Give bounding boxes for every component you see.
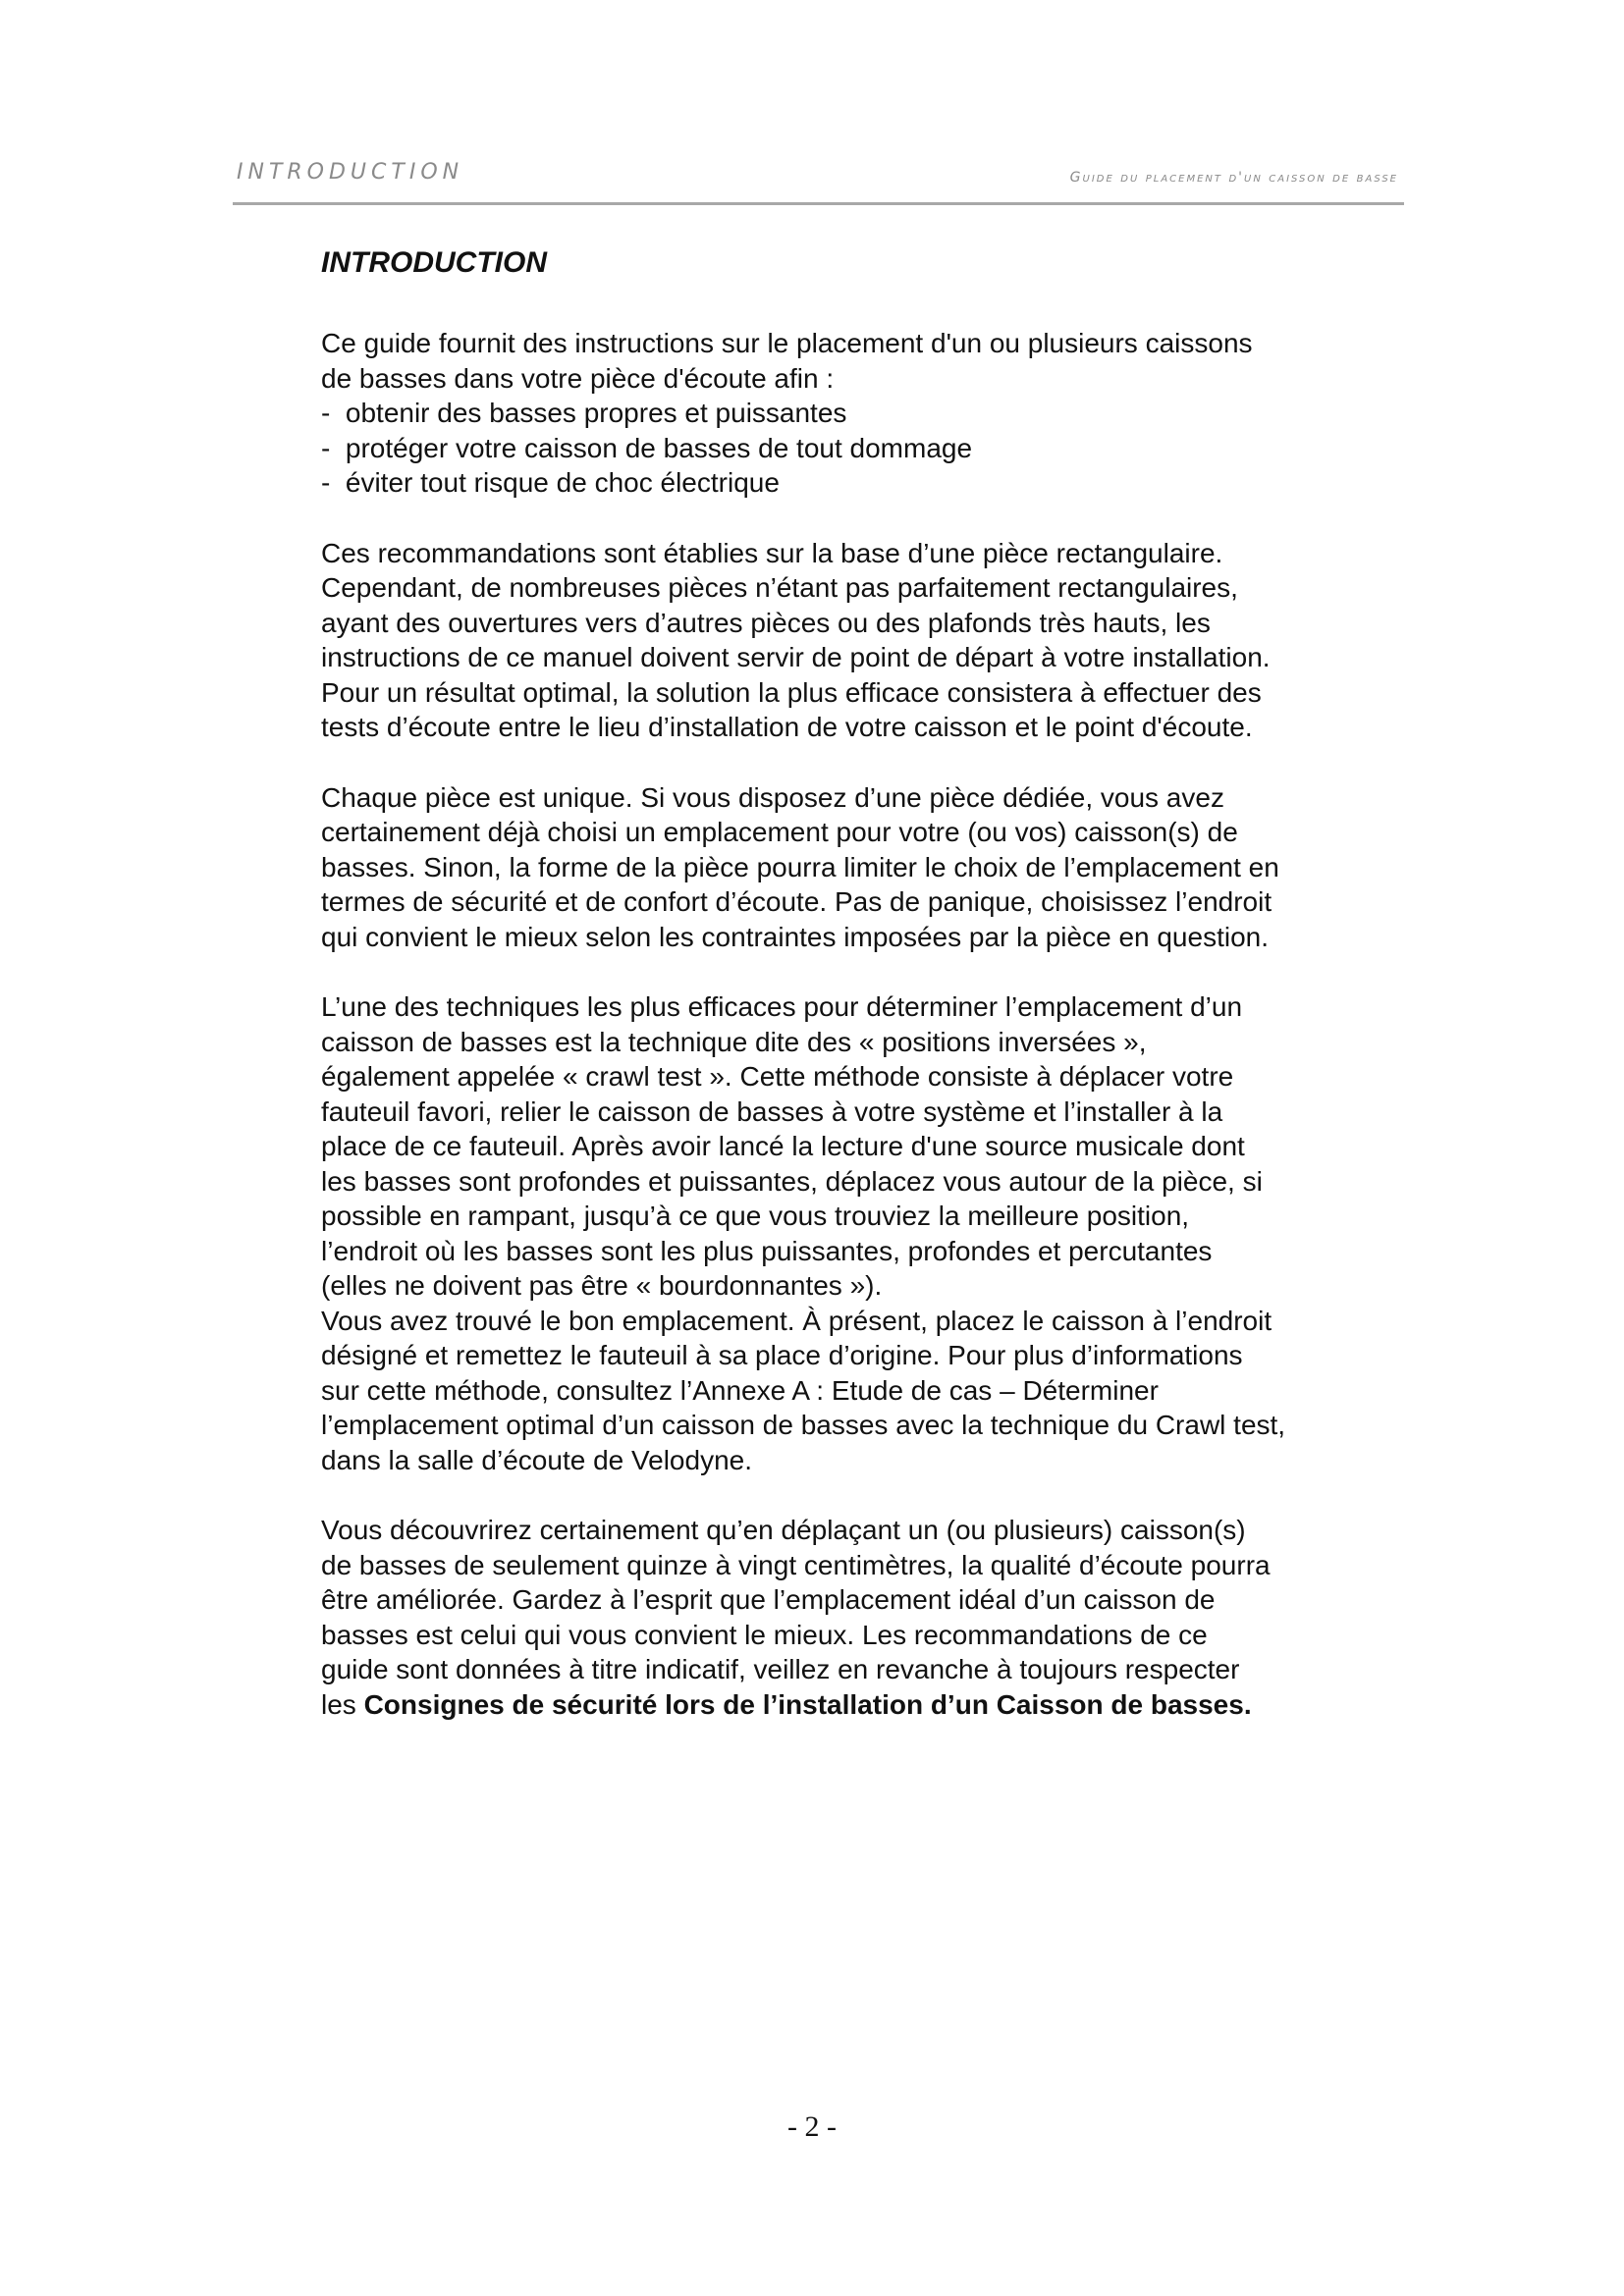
paragraph-location-found: Vous avez trouvé le bon emplacement. À présent, placez le caisson à l’endroit désigné et remettez le fauteuil à sa place d’origine. Pour plus d’informations sur cette méthode, consultez l’Annexe A : Etude de cas – Déterminer l’emplacement optimal d’un caisson de basses avec la technique du Crawl test, dans la salle d’écoute de Velodyne. (321, 1305, 1286, 1475)
intro-bullet-list (321, 396, 1421, 501)
intro-paragraph: Ce guide fournit des instructions sur le placement d'un ou plusieurs caissons de basses dans votre pièce d'écoute afin : (321, 328, 1253, 394)
page-header (233, 159, 1404, 205)
bullet-item: - obtenir des basses propres et puissantes (321, 396, 1421, 431)
header-document-title: Guide du placement d'un caisson de basse (1069, 170, 1398, 186)
paragraph-conclusion (321, 1513, 1421, 1722)
crawl-test-section (321, 989, 1421, 1477)
header-section-title: INTRODUCTION (237, 160, 464, 185)
page-content (321, 245, 1421, 1757)
bullet-item: - éviter tout risque de choc électrique (321, 465, 1421, 501)
page-number: - 2 - (787, 2110, 837, 2143)
conclusion-text: Vous découvrirez certainement qu’en déplaçant un (ou plusieurs) caisson(s) de basses de seulement quinze à vingt centimètres, la qualité d’écoute pourra être améliorée. Gardez à l’esprit que l’emplacement idéal d’un caisson de basses est celui qui vous convient le mieux. Les recommandations de ce guide sont données à titre indicatif, veillez en revanche à toujours respecter les (321, 1515, 1271, 1720)
bullet-item: - protéger votre caisson de basses de tout dommage (321, 431, 1421, 466)
paragraph-rectangular-room: Ces recommandations sont établies sur la base d’une pièce rectangulaire. Cependant, de nombreuses pièces n’étant pas parfaitement rectangulaires, ayant des ouvertures vers d’autres pièces ou des plafonds très hauts, les instructions de ce manuel doivent servir de point de départ à votre installation. Pour un résultat optimal, la solution la plus efficace consistera à effectuer des tests d’écoute entre le lieu d’installation de votre caisson et le point d'écoute. (321, 537, 1271, 742)
paragraph-crawl-test: L’une des techniques les plus efficaces pour déterminer l’emplacement d’un caisson de basses est la technique dite des « positions inversées », également appelée « crawl test ». Cette méthode consiste à déplacer votre fauteuil favori, relier le caisson de basses à votre système et l’installer à la place de ce fauteuil. Après avoir lancé la lecture d'une source musicale dont les basses sont profondes et puissantes, déplacez vous autour de la pièce, si possible en rampant, jusqu’à ce que vous trouviez la meilleure position, l’endroit où les basses sont les plus puissantes, profondes et percutantes (elles ne doivent pas être « bourdonnantes »). (321, 991, 1263, 1301)
page-title: INTRODUCTION (321, 246, 547, 279)
safety-instructions-reference: Consignes de sécurité lors de l’installation d’un Caisson de basses. (363, 1688, 1252, 1720)
paragraph-unique-room: Chaque pièce est unique. Si vous disposez d’une pièce dédiée, vous avez certainement déjà choisi un emplacement pour votre (ou vos) caisson(s) de basses. Sinon, la forme de la pièce pourra limiter le choix de l’emplacement en termes de sécurité et de confort d’écoute. Pas de panique, choisissez l’endroit qui convient le mieux selon les contraintes imposées par la pièce en question. (321, 781, 1279, 952)
